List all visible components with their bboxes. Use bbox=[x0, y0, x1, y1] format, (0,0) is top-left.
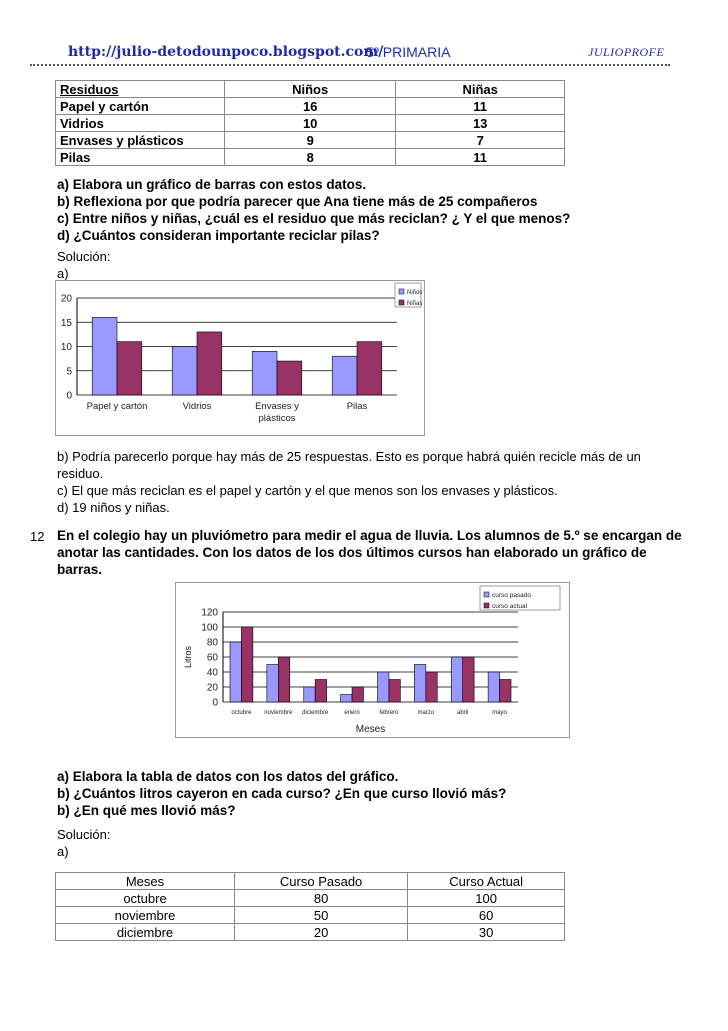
question-line: a) Elabora un gráfico de barras con estos datos. bbox=[57, 177, 367, 192]
solution-sub: a) bbox=[57, 266, 69, 281]
solution-label: Solución: bbox=[57, 249, 111, 264]
x-tick-label: plásticos bbox=[258, 413, 296, 424]
answer-line: c) El que más reciclan es el papel y cartón y el que menos son los envases y plásticos. bbox=[57, 483, 558, 498]
y-tick-label: 5 bbox=[66, 366, 72, 378]
questions-block-2 bbox=[57, 768, 506, 819]
x-tick-label: abril bbox=[457, 710, 469, 716]
table-cell: 10 bbox=[225, 115, 396, 132]
header-author: JULIOPROFE bbox=[588, 45, 665, 59]
table-header-cell: Meses bbox=[56, 873, 235, 890]
x-tick-label: Papel y cartón bbox=[86, 401, 148, 412]
table-cell: 9 bbox=[225, 132, 396, 149]
table-row bbox=[56, 149, 565, 166]
legend-swatch bbox=[484, 603, 489, 608]
table-header-cell: Curso Pasado bbox=[235, 873, 408, 890]
legend-label: Niñas bbox=[407, 301, 423, 307]
question-line: b) Reflexiona por que podría parecer que Ana tiene más de 25 compañeros bbox=[57, 194, 538, 209]
table-cell: 11 bbox=[396, 98, 565, 115]
legend-swatch bbox=[399, 289, 404, 294]
bar bbox=[117, 342, 142, 395]
solution-sub: a) bbox=[57, 844, 69, 859]
bar bbox=[357, 342, 382, 395]
legend-label: curso actual bbox=[492, 603, 528, 610]
answers-block-1 bbox=[57, 448, 641, 516]
y-tick-label: 15 bbox=[60, 317, 72, 329]
table-row bbox=[56, 132, 565, 149]
solution-label-2 bbox=[57, 826, 110, 860]
problem-line: barras. bbox=[57, 562, 103, 577]
y-tick-label: 10 bbox=[60, 342, 72, 353]
answer-line: d) 19 niños y niñas. bbox=[57, 500, 170, 515]
table-row bbox=[56, 924, 565, 941]
bar bbox=[378, 672, 389, 702]
bar bbox=[252, 351, 277, 395]
table-header-row bbox=[56, 81, 565, 98]
table-header-cell: Curso Actual bbox=[408, 873, 565, 890]
x-tick-label: febrero bbox=[379, 710, 399, 716]
x-tick-label: Vidrios bbox=[182, 401, 212, 412]
bar bbox=[500, 680, 511, 703]
x-tick-label: mayo bbox=[492, 710, 507, 716]
rain-bar-chart bbox=[175, 582, 570, 738]
header-divider bbox=[30, 64, 670, 66]
y-tick-label: 120 bbox=[201, 607, 218, 619]
x-tick-label: Pilas bbox=[346, 401, 368, 412]
table-cell: 8 bbox=[225, 149, 396, 166]
y-tick-label: 20 bbox=[60, 293, 72, 305]
x-tick-label: noviembre bbox=[264, 710, 293, 716]
table-row bbox=[56, 115, 565, 132]
table-cell: 13 bbox=[396, 115, 565, 132]
problem-line: anotar las cantidades. Con los datos de los dos últimos cursos han elaborado un gráfico de bbox=[57, 545, 647, 560]
bar bbox=[304, 687, 315, 702]
solution-label-1 bbox=[57, 248, 110, 282]
bar bbox=[341, 695, 352, 703]
bar bbox=[315, 680, 326, 703]
question-line: a) Elabora la tabla de datos con los datos del gráfico. bbox=[57, 769, 399, 784]
x-tick-label: enero bbox=[344, 710, 360, 716]
question-line: b) ¿En qué mes llovió más? bbox=[57, 803, 236, 818]
bar bbox=[332, 356, 357, 395]
bar bbox=[414, 665, 425, 703]
bar bbox=[463, 657, 474, 702]
bar bbox=[230, 642, 241, 702]
bar bbox=[426, 672, 437, 702]
x-tick-label: octubre bbox=[231, 710, 252, 716]
table-header-cell: Niñas bbox=[396, 81, 565, 98]
waste-table bbox=[55, 80, 565, 166]
question-line: c) Entre niños y niñas, ¿cuál es el residuo que más reciclan? ¿ Y el que menos? bbox=[57, 211, 571, 226]
table-cell: Envases y plásticos bbox=[56, 132, 225, 149]
y-tick-label: 60 bbox=[206, 652, 218, 664]
bar bbox=[389, 680, 400, 703]
table-cell: Pilas bbox=[56, 149, 225, 166]
table-cell: octubre bbox=[56, 890, 235, 907]
table-cell: Vidrios bbox=[56, 115, 225, 132]
table-cell: 80 bbox=[235, 890, 408, 907]
legend-swatch bbox=[484, 592, 489, 597]
solution-label: Solución: bbox=[57, 827, 111, 842]
problem-line: En el colegio hay un pluviómetro para medir el agua de lluvia. Los alumnos de 5.º se encargan de bbox=[57, 528, 682, 543]
table-cell: diciembre bbox=[56, 924, 235, 941]
question-line: b) ¿Cuántos litros cayeron en cada curso? ¿En que curso llovió más? bbox=[57, 786, 507, 801]
waste-bar-chart bbox=[55, 280, 425, 436]
bar bbox=[241, 627, 252, 702]
y-tick-label: 80 bbox=[206, 637, 218, 649]
y-tick-label: 40 bbox=[206, 667, 218, 679]
table-cell: 7 bbox=[396, 132, 565, 149]
legend-label: curso pasado bbox=[492, 592, 532, 599]
rain-table bbox=[55, 872, 565, 941]
bar bbox=[172, 347, 197, 396]
bar bbox=[451, 657, 462, 702]
y-tick-label: 0 bbox=[212, 697, 218, 709]
table-row bbox=[56, 907, 565, 924]
question-line: d) ¿Cuántos consideran importante reciclar pilas? bbox=[57, 228, 380, 243]
answer-line: residuo. bbox=[57, 466, 104, 481]
x-tick-label: diciembre bbox=[302, 710, 329, 716]
questions-block-1 bbox=[57, 176, 570, 244]
table-row bbox=[56, 98, 565, 115]
legend-swatch bbox=[399, 300, 404, 305]
bar bbox=[278, 657, 289, 702]
header-url-link[interactable]: http://julio-detodounpoco.blogspot.com/ bbox=[68, 44, 384, 60]
bar bbox=[92, 317, 117, 395]
table-cell: 100 bbox=[408, 890, 565, 907]
legend-label: Niños bbox=[407, 290, 423, 296]
table-cell: 11 bbox=[396, 149, 565, 166]
table-cell: 20 bbox=[235, 924, 408, 941]
problem-12-text bbox=[57, 527, 682, 578]
header-grade: 5º PRIMARIA bbox=[366, 44, 451, 60]
table-cell: noviembre bbox=[56, 907, 235, 924]
bar bbox=[488, 672, 499, 702]
y-tick-label: 100 bbox=[201, 622, 218, 634]
problem-number: 12 bbox=[30, 529, 45, 544]
y-tick-label: 0 bbox=[66, 390, 72, 402]
table-header-row bbox=[56, 873, 565, 890]
table-cell: 50 bbox=[235, 907, 408, 924]
answer-line: b) Podría parecerlo porque hay más de 25 respuestas. Esto es porque habrá quién recicle más de un bbox=[57, 449, 641, 464]
y-axis-label: Litros bbox=[183, 645, 193, 669]
bar bbox=[277, 361, 302, 395]
table-cell: 16 bbox=[225, 98, 396, 115]
table-row bbox=[56, 890, 565, 907]
bar bbox=[352, 687, 363, 702]
table-cell: 30 bbox=[408, 924, 565, 941]
y-tick-label: 20 bbox=[206, 682, 218, 694]
bar bbox=[197, 332, 222, 395]
table-cell: Papel y cartón bbox=[56, 98, 225, 115]
table-header-cell: Niños bbox=[225, 81, 396, 98]
x-tick-label: Envases y bbox=[255, 401, 299, 412]
bar bbox=[267, 665, 278, 703]
x-axis-label: Meses bbox=[355, 724, 386, 735]
x-tick-label: marzo bbox=[417, 710, 435, 716]
table-cell: 60 bbox=[408, 907, 565, 924]
table-header-cell: Residuos bbox=[56, 81, 225, 98]
